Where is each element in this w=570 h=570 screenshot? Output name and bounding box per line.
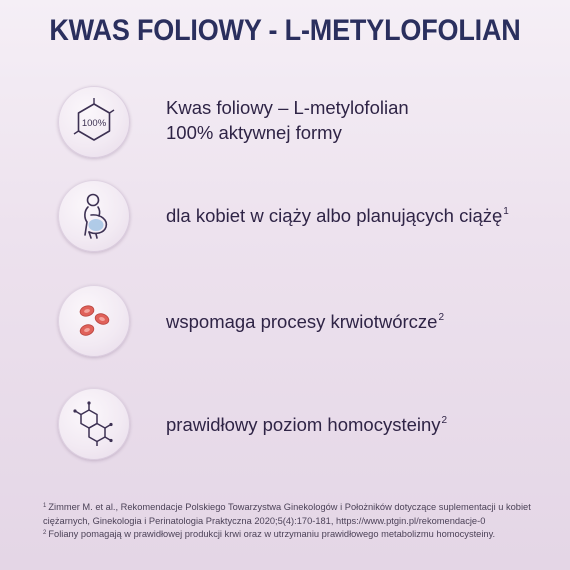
- page-title: KWAS FOLIOWY - L-METYLOFOLIAN: [49, 14, 521, 47]
- feature-active-form-line1: Kwas foliowy – L-metylofolian: [166, 97, 409, 118]
- feature-active-form: [58, 86, 538, 170]
- feature-homocysteine-text: prawidłowy poziom homocysteiny$^2$: [166, 414, 448, 435]
- feature-blood: [58, 285, 538, 369]
- feature-pregnancy: [58, 180, 538, 264]
- molecule-structure-icon: [58, 388, 130, 460]
- hexagon-100-percent-icon: [58, 86, 130, 158]
- footnote-ref: 1: [503, 206, 509, 217]
- footnote-ref: 2: [438, 312, 444, 323]
- feature-pregnancy-text: dla kobiet w ciąży albo planujących ciążę$^1$: [166, 205, 509, 226]
- pregnant-woman-icon: [58, 180, 130, 252]
- feature-active-form-line2: 100% aktywnej formy: [166, 122, 342, 143]
- hexagon-percent-label: 100%: [81, 118, 107, 129]
- footnote-2: $^2$ Foliany pomagają w prawidłowej produkcji krwi oraz w utrzymaniu prawidłowego metabolizmu homocysteiny.: [43, 529, 496, 539]
- footnote-1-line1: $^1$ Zimmer M. et al., Rekomendacje Polskiego Towarzystwa Ginekologów i Położników dotyczące suplementacji u kobiet: [43, 502, 531, 512]
- feature-homocysteine: [58, 388, 538, 472]
- footnote-1-line2: ciężarnych, Ginekologia i Perinatologia Praktyczna 2020;5(4):170-181, https://www.ptgin.pl/rekomendacje-0: [43, 515, 486, 526]
- footnote-ref: 2: [441, 415, 448, 426]
- footnotes: [43, 501, 543, 542]
- feature-blood-text: wspomaga procesy krwiotwórcze$^2$: [166, 311, 444, 332]
- red-blood-cells-icon: [58, 285, 130, 357]
